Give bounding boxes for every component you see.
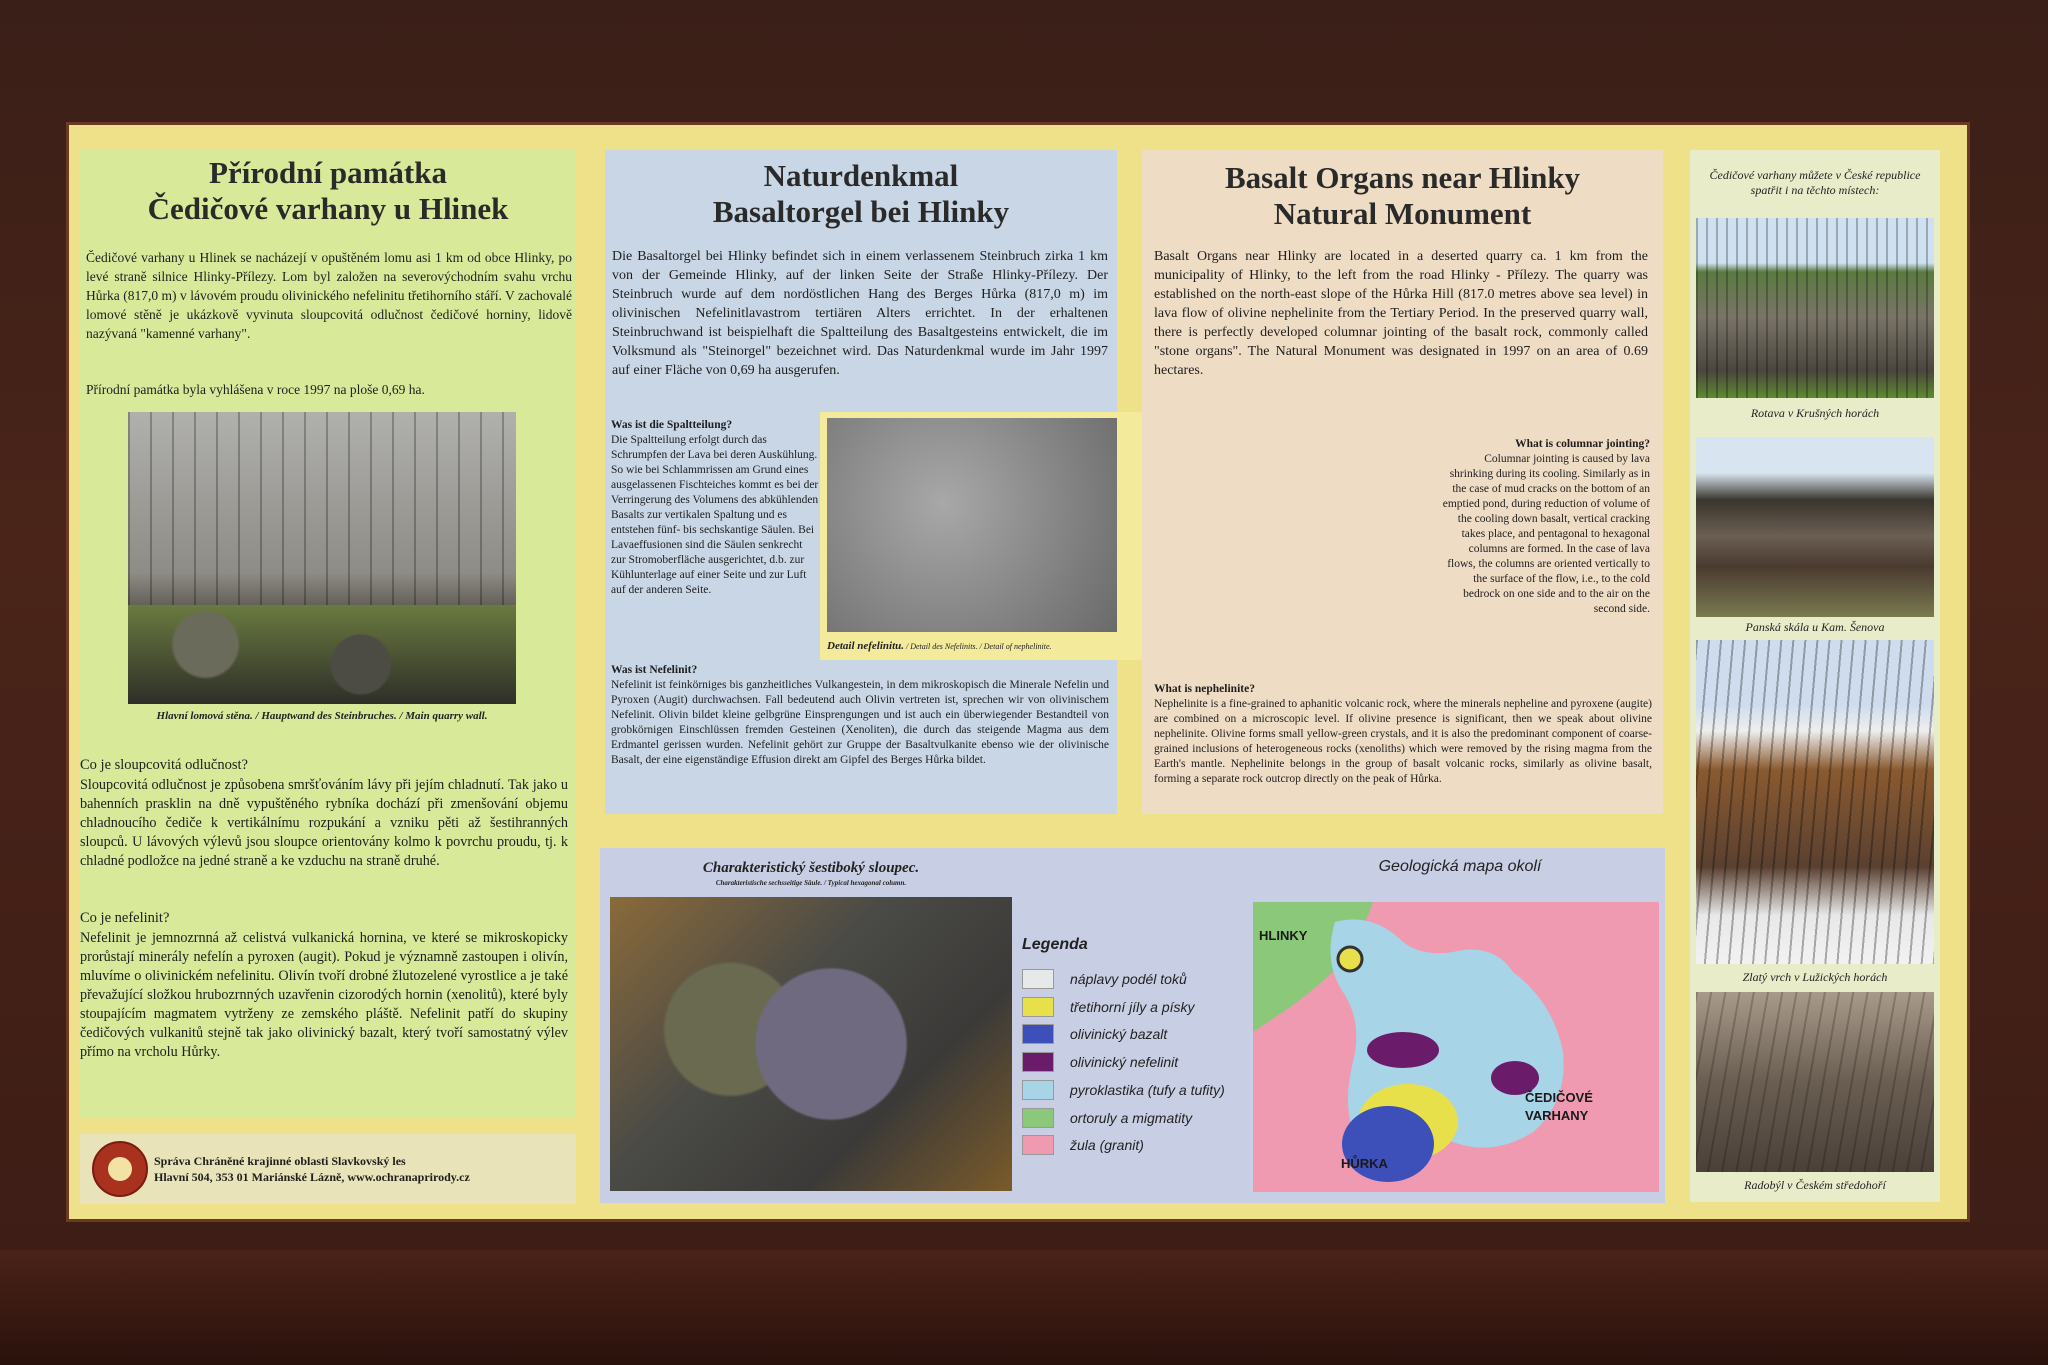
czech-intro: Čedičové varhany u Hlinek se nacházejí v opuštěném lomu asi 1 km od obce Hlinky, po levé straně silnice Hlinky-Přílezy. Lom byl založen na severovýchodním svahu vrchu Hůrka (817,0 m) v lávovém proudu olivinického nefelinitu třetihorního stáří. V zachovalé lomové stěně je ukázkově vyvinuta sloupcovitá odlučnost čedičové horniny, lidově nazývaná "kamenné varhany". bbox=[86, 250, 572, 341]
zlaty-vrch-photo bbox=[1696, 640, 1934, 964]
nephelinite-detail-photo bbox=[827, 418, 1117, 632]
nature-protection-logo bbox=[92, 1141, 148, 1197]
legend-label: žula (granit) bbox=[1070, 1137, 1144, 1153]
map-nephelinite-west bbox=[1367, 1032, 1439, 1068]
footer-address bbox=[154, 1153, 470, 1185]
hexagonal-column-photo bbox=[610, 897, 1012, 1191]
german-question-2: Was ist Nefelinit? bbox=[611, 664, 698, 676]
english-answer-2: Nephelinite is a fine-grained to aphanitic volcanic rock, where the minerals nepheline and pyroxene (augite) are combined on a microscopic level. If olivine presence is significant, then we speak about olivine nephelinite. Olivine forms small yellow-green crystals, and it is also the predominant component of coarse-grained inclusions of heterogeneous rocks (xenoliths) which were removed by the rising magma from the Earth's mantle. Nephelinite belongs in the group of basalt volcanic rocks, similarly as olivine basalt, forming a separate rock outcrop directly on the peak of Hůrka. bbox=[1154, 698, 1652, 785]
legend-item bbox=[1022, 1134, 1144, 1156]
english-answer-1: Columnar jointing is caused by lava shrinking during its cooling. Similarly as in the case of mud cracks on the bottom of an emptied pond, during reduction of volume of the cooling down basalt, vertical cracking takes place, and pentagonal to hexagonal columns are formed. In the case of lava flows, the columns are oriented vertically to the surface of the flow, i.e., to the cold bedrock on one side and to the air on the second side. bbox=[1442, 453, 1650, 615]
legend-swatch bbox=[1022, 1080, 1054, 1100]
german-answer-1: Die Spaltteilung erfolgt durch das Schrumpfen der Lava bei deren Auskühlung. So wie bei Schlammrissen am Grund eines ausgelassenen Fischteiches kommt es bei der Verringerung des Volumens des abkühlenden Basalts zur vertikalen Spaltung und es entstehen fünf- bis sechskantige Säulen. Bei Lavaeffusionen sind die Säulen senkrecht zur Stromoberfläche ausgerichtet, d.b. zur Kühlunterlage auf einer Seite und zur Luft auf der anderen Seite. bbox=[611, 434, 819, 596]
panska-skala-caption: Panská skála u Kam. Šenova bbox=[1745, 620, 1885, 634]
english-title-line2: Natural Monument bbox=[1273, 196, 1532, 231]
nephelinite-caption-rest: / Detail des Nefelinits. / Detail of nephelinite. bbox=[904, 642, 1052, 651]
nephelinite-caption-bold: Detail nefelinitu. bbox=[827, 640, 904, 652]
legend-swatch bbox=[1022, 1024, 1054, 1044]
legend-swatch bbox=[1022, 1135, 1054, 1155]
legend-item bbox=[1022, 996, 1195, 1018]
legend-label: pyroklastika (tufy a tufity) bbox=[1070, 1082, 1225, 1098]
main-quarry-caption: Hlavní lomová stěna. / Hauptwand des Steinbruches. / Main quarry wall. bbox=[156, 710, 488, 722]
rotava-caption: Rotava v Krušných horách bbox=[1750, 406, 1880, 420]
panska-skala-photo bbox=[1696, 437, 1934, 617]
legend-item bbox=[1022, 968, 1187, 990]
legend-item bbox=[1022, 1051, 1178, 1073]
legend-label: ortoruly a migmatity bbox=[1070, 1110, 1193, 1126]
legend-item bbox=[1022, 1107, 1192, 1129]
czech-question-2: Co je nefelinit? bbox=[80, 910, 170, 926]
legend-swatch bbox=[1022, 1108, 1054, 1128]
legend-label: náplavy podél toků bbox=[1070, 971, 1187, 987]
column-photo-title: Charakteristický šestiboký sloupec. bbox=[702, 860, 920, 876]
german-question-1: Was ist die Spaltteilung? bbox=[611, 419, 733, 431]
czech-title bbox=[80, 155, 576, 227]
czech-declared: Přírodní památka byla vyhlášena v roce 1997 na ploše 0,69 ha. bbox=[86, 382, 425, 397]
english-title-line1: Basalt Organs near Hlinky bbox=[1224, 160, 1581, 195]
german-intro: Die Basaltorgel bei Hlinky befindet sich in einem verlassenem Steinbruch zirka 1 km von der Gemeinde Hlinky, auf der linken Seite der Straße Hlinky-Přílezy. Der Steinbruch wurde auf dem nordöstlichen Hang des Berges Hůrka (817,0 m) im olivinischen Nefelinitlavastrom tertiären Alters errichtet. In der erhaltenen Steinbruchwand ist beispielhaft die Spaltteilung des Basaltgesteins entwickelt, die im Volksmund als "Steinorgel" bezeichnet wird. Das Naturdenkmal wurde im Jahr 1997 auf einer Fläche von 0,69 ha ausgerufen. bbox=[612, 249, 1108, 378]
map-label-varhany-2: VARHANY bbox=[1525, 1108, 1589, 1123]
german-title bbox=[605, 158, 1117, 230]
czech-question-1: Co je sloupcovitá odlučnost? bbox=[80, 757, 248, 773]
english-title bbox=[1142, 160, 1663, 232]
map-label-varhany-1: ČEDIČOVÉ bbox=[1525, 1090, 1593, 1105]
legend-swatch bbox=[1022, 997, 1054, 1017]
english-question-2: What is nephelinite? bbox=[1154, 683, 1255, 695]
english-question-1: What is columnar jointing? bbox=[1515, 438, 1650, 450]
zlaty-vrch-caption: Zlatý vrch v Lužických horách bbox=[1742, 970, 1888, 984]
legend-item bbox=[1022, 1079, 1225, 1101]
locations-header: Čedičové varhany můžete v České republice spatřit i na těchto místech: bbox=[1709, 168, 1921, 197]
rotava-photo bbox=[1696, 218, 1934, 398]
czech-answer-2: Nefelinit je jemnozrnná až celistvá vulkanická hornina, ve které se mikroskopicky prorůstají minerály nefelín a pyroxen (augit). Pokud je významně zastoupen i olivín, mluvíme o olivinickém nefelinitu. Olivín tvoří drobné žlutozelené vyrostlice a je také převažující složkou hrubozrnných uzavřenin cizorodých hornin (xenolitů), které byly stoupajícím magmatem vytrženy ze zemského pláště. Nefelinit patří do skupiny čedičových vulkanitů stejně tak jako olivinický bazalt, který tvoří samostatný výlev přímo na vrcholu Hůrky. bbox=[80, 930, 568, 1060]
czech-title-line2: Čedičové varhany u Hlinek bbox=[147, 191, 509, 226]
czech-title-line1: Přírodní památka bbox=[209, 155, 447, 190]
main-quarry-wall-photo bbox=[128, 412, 516, 704]
czech-answer-1: Sloupcovitá odlučnost je způsobena smršťováním lávy při jejím chladnutí. Tak jako u bahenních prasklin na dně vypuštěného rybníka dochází při zmenšování objemu chladnoucího čediče k vertikálnímu rozpukání a vzniku pěti až šestihranných sloupců. U lávových výlevů jsou sloupce orientovány kolmo k povrchu proudu, tj. k chladné podložce na jedné straně a ke vzduchu na straně druhé. bbox=[80, 777, 568, 869]
german-title-line2: Basaltorgel bei Hlinky bbox=[712, 194, 1010, 229]
frame-bottom-beam bbox=[0, 1250, 2048, 1365]
legend-label: olivinický nefelinit bbox=[1070, 1054, 1179, 1070]
legend-label: olivinický bazalt bbox=[1070, 1026, 1168, 1042]
legend-title: Legenda bbox=[1022, 936, 1088, 953]
english-intro: Basalt Organs near Hlinky are located in a deserted quarry ca. 1 km from the municipality of Hlinky, to the left from the road Hlinky - Přílezy. The quarry was established on the north-east slope of the Hůrka Hill (817.0 metres above sea level) in lava flow of olivine nephelinite from the Tertiary Period. In the preserved quarry wall, there is perfectly developed columnar jointing of the basalt rock, commonly called "stone organs". The Natural Monument was designated in 1997 on an area of 0.69 hectares. bbox=[1154, 249, 1648, 378]
nephelinite-caption bbox=[827, 640, 1117, 652]
hlinky-village-marker bbox=[1338, 947, 1362, 971]
german-answer-2: Nefelinit ist feinkörniges bis ganzheitliches Vulkangestein, in dem mikroskopisch die Minerale Nefelin und Pyroxen (Augit) durchwachsen. Fall bedeutend auch Olivin vertreten ist, sprechen wir von olivinischem Nefelinit. Olivin bildet kleine gelbgrüne Einsprengungen und ist auch ein überwiegender Bestandteil von grobkörnigen Einschlüssen fremden Gesteinen (Xenoliten), die durch das steigende Magma aus dem Erdmantel gerissen wurden. Nefelinit gehört zur Gruppe der Basaltvulkanite ebenso wie der olivinische Basalt, der eine eigenständige Effusion direkt am Gipfel des Berges Hůrka bildet. bbox=[611, 679, 1109, 766]
geological-map bbox=[1253, 902, 1659, 1192]
legend-item bbox=[1022, 1023, 1167, 1045]
legend-swatch bbox=[1022, 969, 1054, 989]
map-label-hlinky: HLINKY bbox=[1259, 928, 1308, 943]
footer-line-1: Správa Chráněné krajinné oblasti Slavkovský les bbox=[154, 1154, 406, 1168]
map-title: Geologická mapa okolí bbox=[1378, 858, 1542, 875]
footer-line-2: Hlavní 504, 353 01 Mariánské Lázně, www.ochranaprirody.cz bbox=[154, 1170, 470, 1184]
german-title-line1: Naturdenkmal bbox=[763, 158, 959, 193]
radobyl-photo bbox=[1696, 992, 1934, 1172]
map-label-hurka: HŮRKA bbox=[1341, 1156, 1388, 1171]
column-photo-subtitle: Charakteristische sechsseitige Säule. / Typical hexagonal column. bbox=[715, 879, 907, 887]
legend-swatch bbox=[1022, 1052, 1054, 1072]
legend-label: třetihorní jíly a písky bbox=[1070, 999, 1195, 1015]
radobyl-caption: Radobýl v Českém středohoří bbox=[1744, 1178, 1886, 1192]
